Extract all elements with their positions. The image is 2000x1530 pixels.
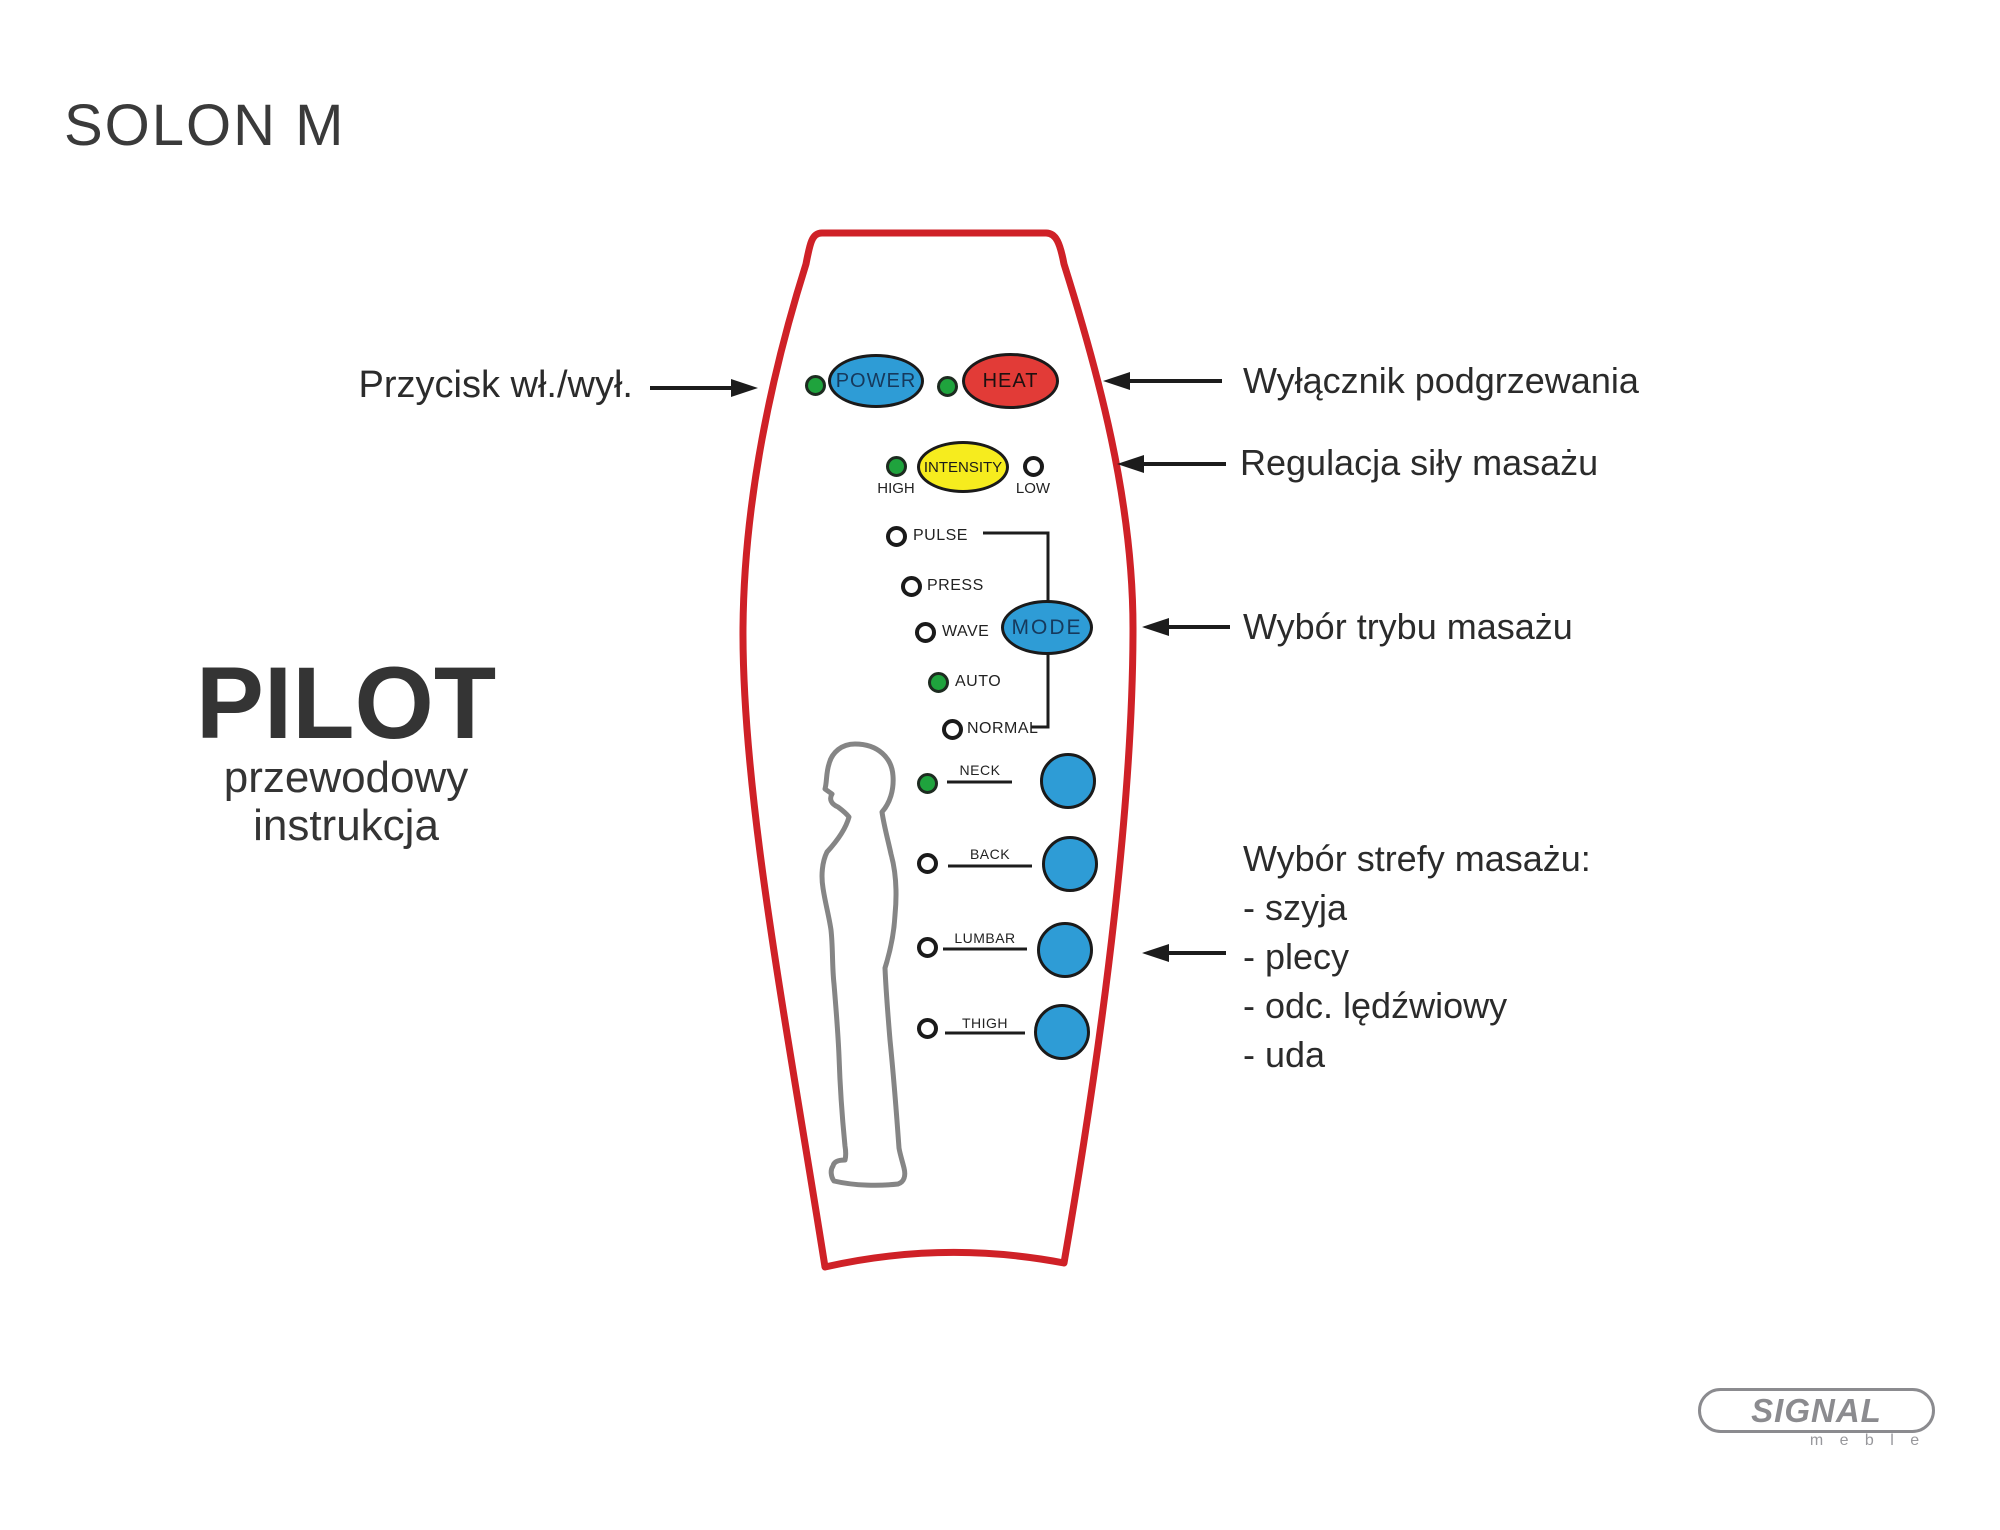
intensity-high-led [886, 456, 907, 477]
mode-led-wave [915, 622, 936, 643]
brand-logo [1698, 1388, 1935, 1433]
annotation-power: Przycisk wł./wył. [358, 364, 633, 406]
zone-led-lumbar [917, 937, 938, 958]
annotation-zones [1243, 834, 1591, 1079]
annotation-zone-item-lumbar: - odc. lędźwiowy [1243, 985, 1508, 1026]
annotation-zone-item-thigh: - uda [1243, 1034, 1326, 1075]
zone-led-thigh [917, 1018, 938, 1039]
high-label: HIGH [877, 480, 915, 497]
mode-led-normal [942, 719, 963, 740]
zone-button-lumbar[interactable] [1037, 922, 1093, 978]
arrow-power [650, 379, 758, 397]
mode-led-press [901, 576, 922, 597]
zone-button-neck[interactable] [1040, 753, 1096, 809]
arrow-zones [1142, 944, 1226, 962]
heat-button[interactable] [962, 353, 1059, 409]
mode-button-label: MODE [1011, 615, 1083, 639]
power-button-label: POWER [835, 369, 917, 392]
heat-button-label: HEAT [982, 369, 1039, 392]
zone-button-back[interactable] [1042, 836, 1098, 892]
arrow-mode [1142, 618, 1230, 636]
mode-label-press: PRESS [927, 577, 984, 594]
page-title: SOLON M [64, 93, 346, 158]
zone-led-back [917, 853, 938, 874]
intensity-low-led [1023, 456, 1044, 477]
intensity-button[interactable] [917, 441, 1009, 493]
pilot-title: PILOT [195, 646, 497, 760]
zone-label-thigh: THIGH [961, 1015, 1009, 1031]
zone-label-lumbar: LUMBAR [954, 930, 1016, 946]
mode-label-auto: AUTO [955, 673, 1002, 690]
zone-button-thigh[interactable] [1034, 1004, 1090, 1060]
zone-label-neck: NECK [959, 762, 1001, 778]
pilot-subtitle-1: przewodowy [223, 753, 469, 802]
power-led [805, 375, 826, 396]
arrow-intensity [1117, 455, 1226, 473]
annotation-intensity: Regulacja siły masażu [1240, 442, 1599, 483]
mode-led-auto [928, 672, 949, 693]
power-button[interactable] [828, 354, 924, 408]
low-label: LOW [1015, 480, 1051, 497]
zone-label-back: BACK [969, 846, 1011, 862]
mode-label-normal: NORMAL [967, 720, 1039, 737]
mode-label-pulse: PULSE [913, 527, 968, 544]
annotation-zone-item-back: - plecy [1243, 936, 1350, 977]
pilot-subtitle-2: instrukcja [253, 801, 439, 850]
arrow-heat [1103, 372, 1222, 390]
pilot-label-block [146, 646, 546, 850]
heat-led [937, 376, 958, 397]
brand-logo-subtext: m e b l e [1809, 1432, 1926, 1449]
annotation-heat: Wyłącznik podgrzewania [1243, 360, 1639, 401]
annotation-zones-title: Wybór strefy masażu: [1243, 838, 1591, 879]
mode-button[interactable] [1001, 600, 1093, 655]
annotation-mode: Wybór trybu masażu [1243, 606, 1573, 647]
intensity-button-label: INTENSITY [923, 458, 1003, 476]
brand-logo-text: SIGNAL [1751, 1391, 1882, 1429]
annotation-zone-item-neck: - szyja [1243, 887, 1348, 928]
mode-label-wave: WAVE [942, 623, 990, 640]
mode-led-pulse [886, 526, 907, 547]
